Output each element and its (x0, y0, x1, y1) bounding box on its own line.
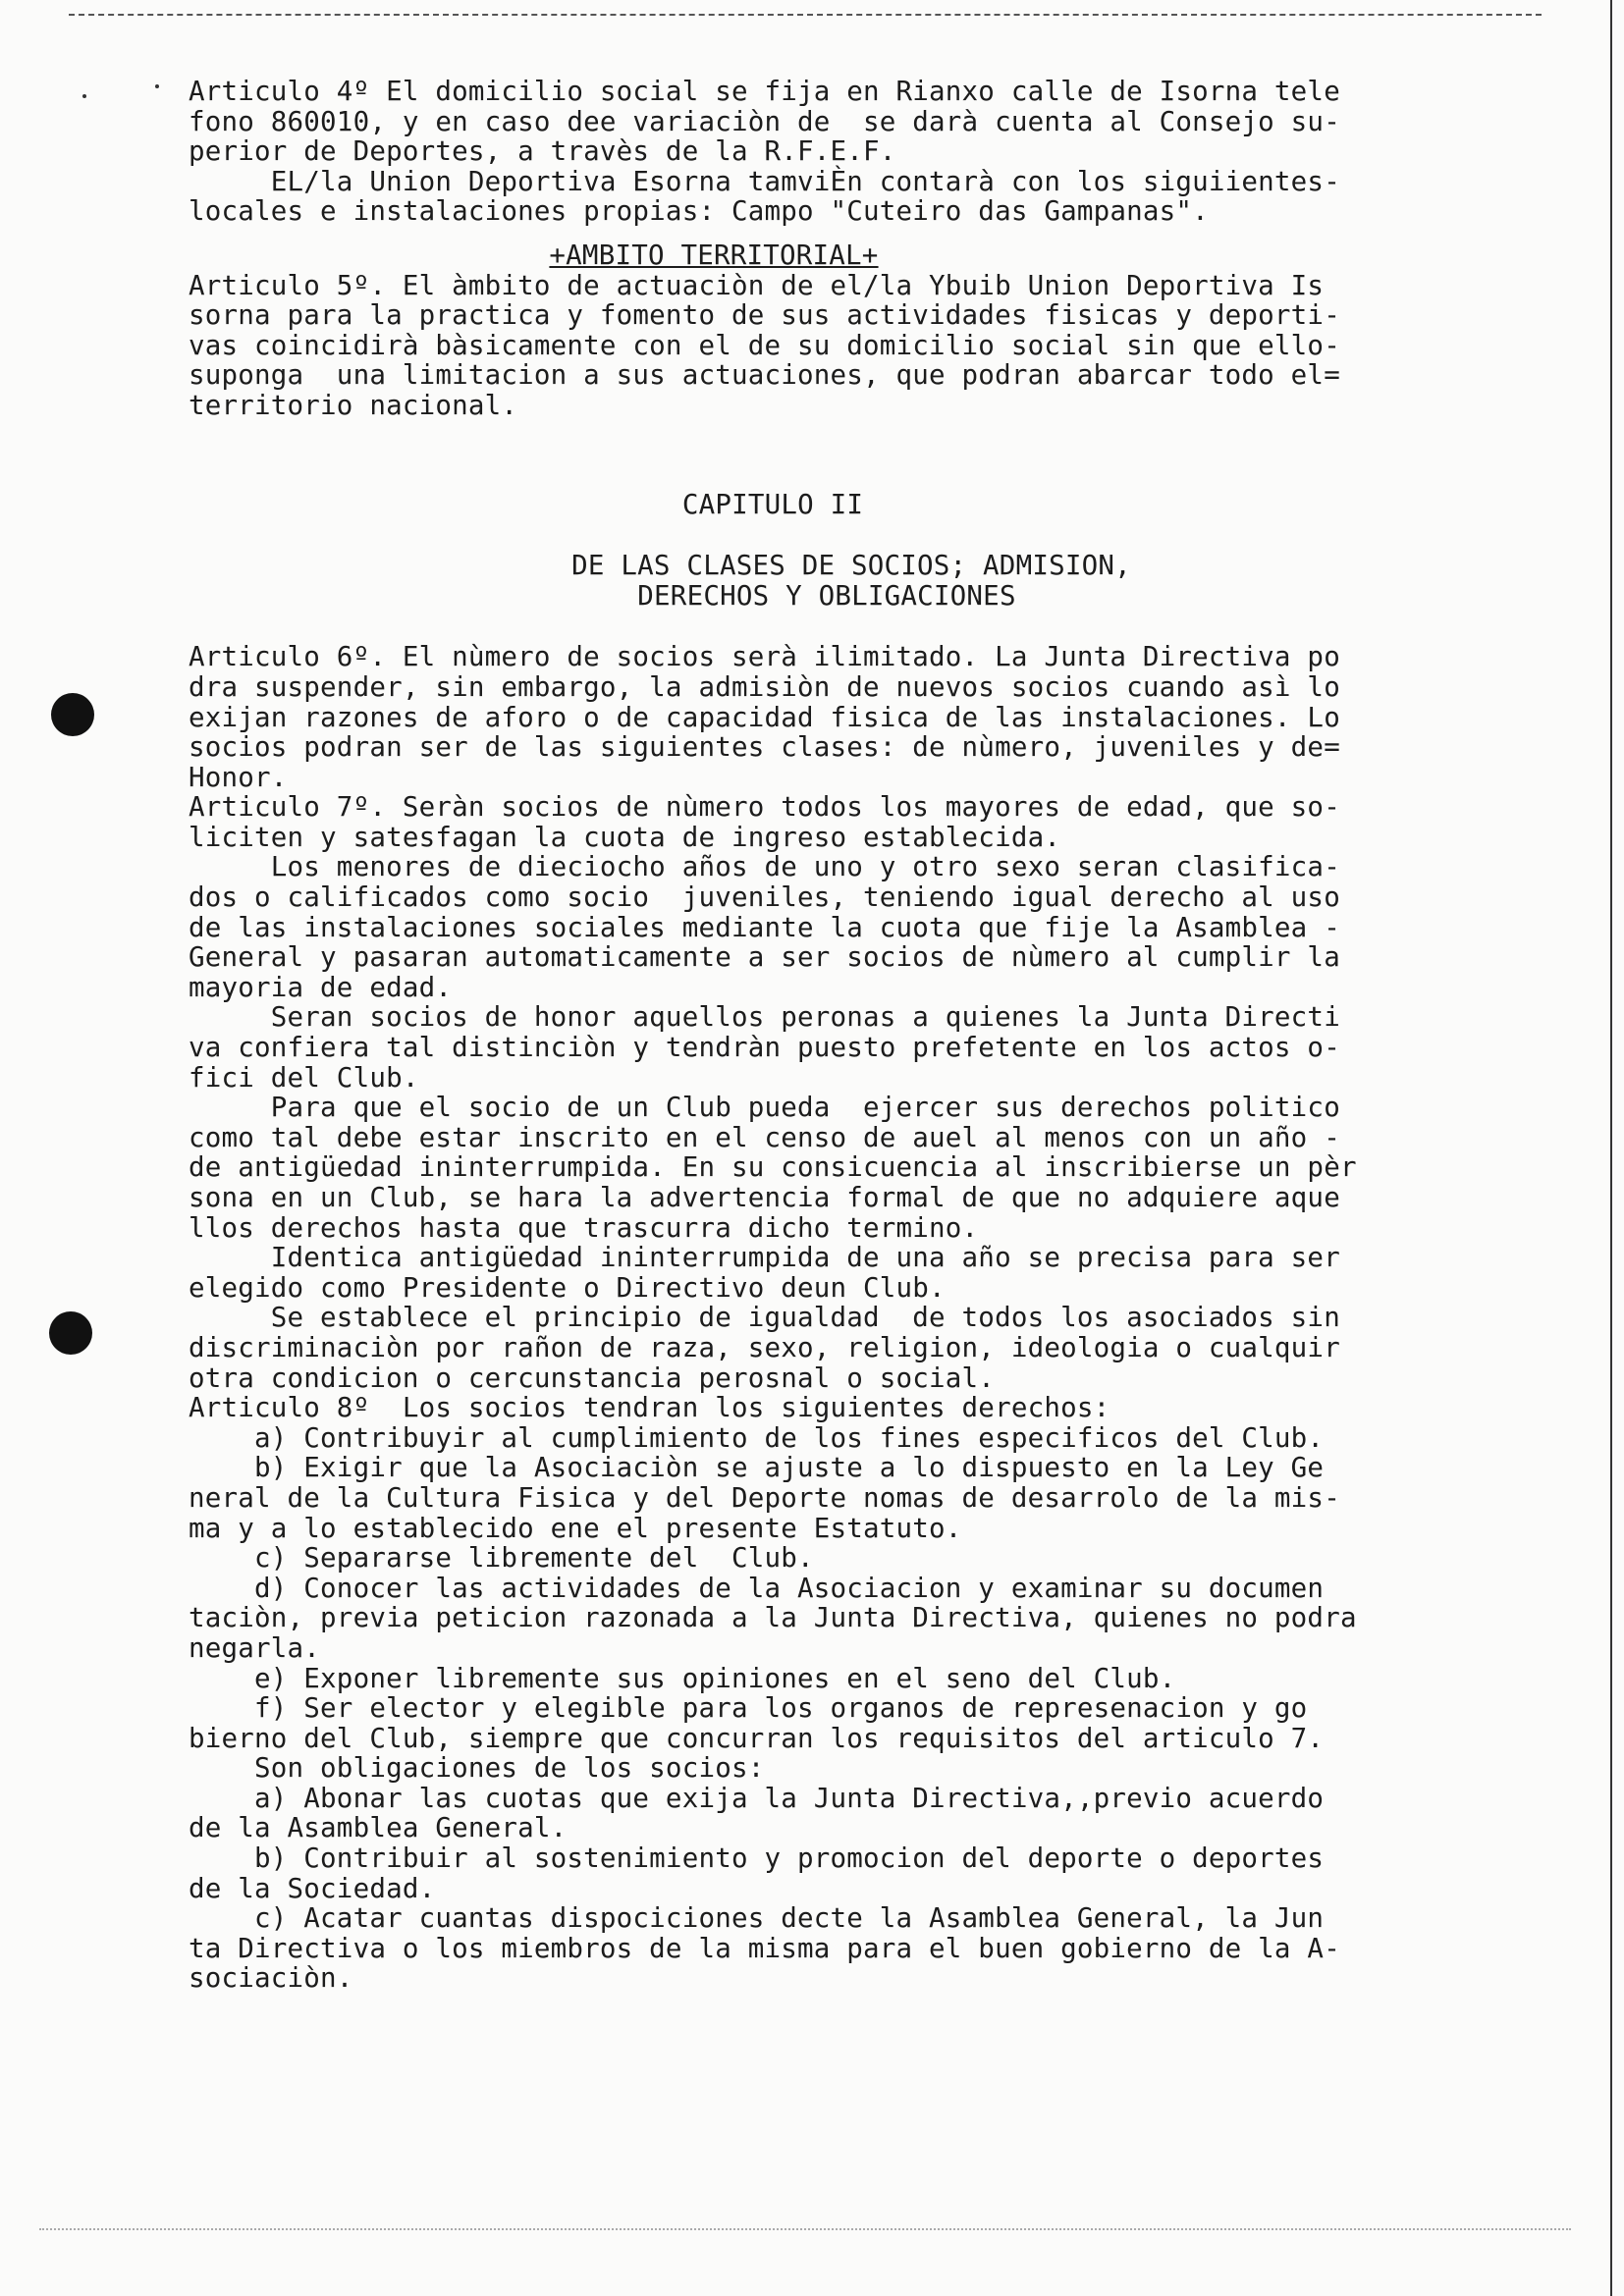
text-line: b) Exigir que la Asociaciòn se ajuste a lo dispuesto en la Ley Ge (189, 1452, 1325, 1484)
punch-hole-lower (49, 1311, 92, 1355)
text-line: f) Ser elector y elegible para los organos de represenacion y go (189, 1692, 1308, 1725)
article-6 (189, 642, 1494, 792)
text-line: llos derechos hasta que trascurra dicho termino. (189, 1211, 979, 1244)
text-line: e) Exponer libremente sus opiniones en el seno del Club. (189, 1662, 1176, 1694)
text-line: como tal debe estar inscrito en el censo de auel al menos con un año - (189, 1121, 1340, 1153)
text-line: dos o calificados como socio juveniles, teniendo igual derecho al uso (189, 881, 1340, 914)
text-line: de la Asamblea General. (189, 1812, 568, 1844)
ambito-territorial-heading: +AMBITO TERRITORIAL+ (549, 239, 879, 271)
text-line: General y pasaran automaticamente a ser socios de nùmero al cumplir la (189, 941, 1340, 974)
text-line: fono 860010, y en caso dee variaciòn de se darà cuenta al Consejo su- (189, 105, 1340, 137)
text-line: liciten y satesfagan la cuota de ingreso establecida. (189, 821, 1061, 853)
text-line: taciòn, previa peticion razonada a la Junta Directiva, quienes no podra (189, 1602, 1357, 1634)
text-line: fici del Club. (189, 1061, 419, 1094)
text-line: ta Directiva o los miembros de la misma para el buen gobierno de la A- (189, 1932, 1340, 1964)
text-line: Los menores de dieciocho años de uno y otro sexo seran clasifica- (189, 851, 1340, 883)
text-line: dra suspender, sin embargo, la admisiòn de nuevos socios cuando asì lo (189, 670, 1340, 703)
text-line: perior de Deportes, a travès de la R.F.E.F. (189, 135, 896, 168)
text-line: Articulo 4º El domicilio social se fija en Rianxo calle de Isorna tele (189, 76, 1340, 107)
text-line: sorna para la practica y fomento de sus actividades fisicas y deporti- (189, 299, 1340, 332)
text-line: locales e instalaciones propias: Campo "Cuteiro das Gampanas". (189, 195, 1209, 228)
text-line: Para que el socio de un Club pueda ejercer sus derechos politico (189, 1092, 1340, 1124)
text-line: de antigüedad ininterrumpida. En su consicuencia al inscribierse un pèr (189, 1151, 1357, 1184)
text-line: c) Separarse libremente del Club. (189, 1542, 814, 1575)
text-line: Articulo 7º. Seràn socios de nùmero todos los mayores de edad, que so- (189, 791, 1340, 824)
chapter-subtitle-line-2: DERECHOS Y OBLIGACIONES (637, 579, 1016, 612)
text-line: vas coincidirà bàsicamente con el de su domicilio social sin que ello- (189, 329, 1340, 361)
text-line: Honor. (189, 761, 288, 793)
text-line: Son obligaciones de los socios: (189, 1752, 765, 1785)
text-line: Seran socios de honor aquellos peronas a quienes la Junta Directi (189, 1001, 1340, 1034)
text-line: otra condicion o cercunstancia perosnal o social. (189, 1362, 996, 1394)
article-4 (189, 77, 1494, 227)
text-line: va confiera tal distinciòn y tendràn puesto prefetente en los actos o- (189, 1032, 1340, 1064)
text-line: discriminaciòn por rañon de raza, sexo, religion, ideologia o cualquir (189, 1331, 1340, 1363)
text-line: exijan razones de aforo o de capacidad fisica de las instalaciones. Lo (189, 701, 1340, 733)
text-line: de las instalaciones sociales mediante la cuota que fije la Asamblea - (189, 911, 1340, 943)
article-8 (189, 1393, 1494, 1994)
text-line: Identica antigüedad ininterrumpida de una año se precisa para ser (189, 1242, 1340, 1274)
text-line: b) Contribuir al sostenimiento y promocion del deporte o deportes (189, 1842, 1325, 1875)
text-line: Se establece el principio de igualdad de todos los asociados sin (189, 1302, 1340, 1334)
text-line: bierno del Club, siempre que concurran los requisitos del articulo 7. (189, 1722, 1325, 1754)
text-line: socios podran ser de las siguientes clases: de nùmero, juveniles y de= (189, 731, 1340, 764)
text-line: suponga una limitacion a sus actuaciones, que podran abarcar todo el= (189, 359, 1340, 392)
speck-mark (155, 84, 159, 88)
chapter-title: CAPITULO II (681, 488, 864, 520)
right-page-edge (1610, 0, 1612, 2296)
text-line: mayoria de edad. (189, 971, 453, 1003)
speck-mark (82, 94, 86, 98)
document-body (189, 77, 1494, 1994)
article-7 (189, 792, 1494, 1393)
text-line: EL/la Union Deportiva Esorna tamviÈn contarà con los siguiientes- (189, 165, 1340, 197)
chapter-subtitle-line-1: DE LAS CLASES DE SOCIOS; ADMISION, (571, 550, 1131, 582)
text-line: Articulo 6º. El nùmero de socios serà ilimitado. La Junta Directiva po (189, 641, 1340, 673)
text-line: sociaciòn. (189, 1962, 353, 1995)
text-line: negarla. (189, 1631, 321, 1664)
text-line: elegido como Presidente o Directivo deun Club. (189, 1271, 946, 1304)
text-line: de la Sociedad. (189, 1872, 436, 1904)
bottom-border-line (39, 2228, 1571, 2230)
text-line: territorio nacional. (189, 389, 518, 421)
article-5 (189, 271, 1494, 421)
text-line: d) Conocer las actividades de la Asociacion y examinar su documen (189, 1572, 1325, 1604)
punch-hole-upper (51, 693, 94, 736)
text-line: sona en un Club, se hara la advertencia formal de que no adquiere aque (189, 1182, 1340, 1213)
text-line: a) Contribuyir al cumplimiento de los fines especificos del Club. (189, 1421, 1325, 1454)
text-line: a) Abonar las cuotas que exija la Junta Directiva,,previo acuerdo (189, 1782, 1325, 1814)
text-line: Articulo 5º. El àmbito de actuaciòn de el/la Ybuib Union Deportiva Is (189, 269, 1325, 301)
text-line: c) Acatar cuantas dispociciones decte la Asamblea General, la Jun (189, 1902, 1325, 1935)
top-border-line (69, 14, 1542, 16)
text-line: Articulo 8º Los socios tendran los siguientes derechos: (189, 1392, 1110, 1424)
text-line: ma y a lo establecido ene el presente Estatuto. (189, 1512, 962, 1544)
text-line: neral de la Cultura Fisica y del Deporte nomas de desarrolo de la mis- (189, 1481, 1340, 1514)
